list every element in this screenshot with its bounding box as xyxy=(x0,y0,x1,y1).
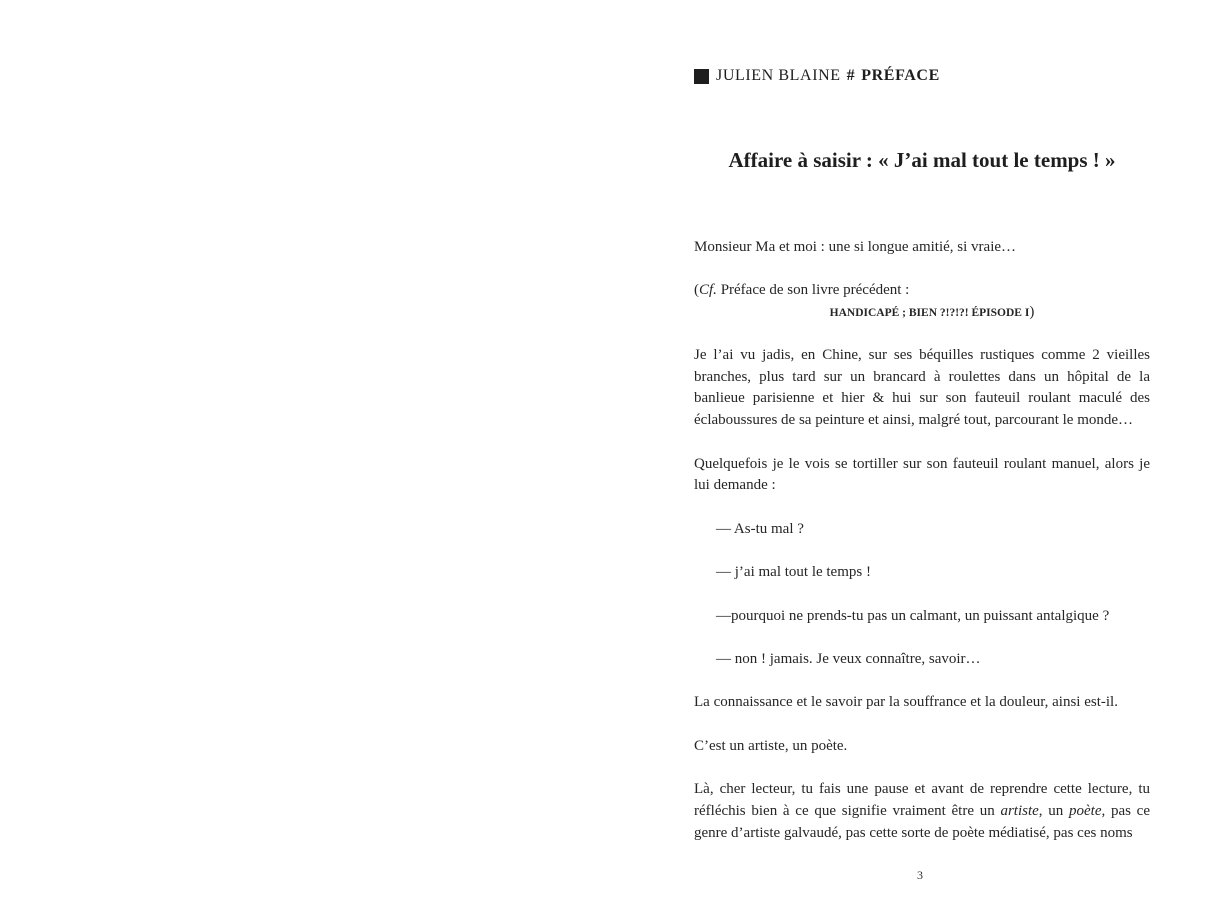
page-number: 3 xyxy=(917,868,923,882)
paragraph-1: Monsieur Ma et moi : une si longue amitié, si vraie… xyxy=(694,239,1017,255)
right-page xyxy=(607,0,1214,913)
running-head-section: PRÉFACE xyxy=(861,67,940,84)
chapter-title: Affaire à saisir : « J’ai mal tout le temps ! » xyxy=(728,148,1116,172)
paragraph-2 xyxy=(694,280,1150,323)
paragraph-5: La connaissance et le savoir par la souffrance et la douleur, ainsi est-il. xyxy=(694,694,1118,711)
dialogue-line-2: — j’ai mal tout le temps ! xyxy=(716,564,871,581)
paren-close: ) xyxy=(1029,304,1035,321)
p7-part-b: , un xyxy=(1038,802,1069,819)
p7-artiste: artiste xyxy=(1000,802,1039,819)
running-head-author: JULIEN BLAINE xyxy=(716,67,841,84)
running-head xyxy=(694,66,940,86)
p7-part-c: , pas ce genre d’artiste galvaudé, pas cette sorte de poète médiatisé, pas ces noms xyxy=(694,802,1151,841)
previous-book-title: HANDICAPÉ ; BIEN ?!?!?! ÉPISODE I xyxy=(829,307,1030,320)
dialogue-line-1: — As-tu mal ? xyxy=(716,520,804,537)
previous-book-intro: Préface de son livre précédent : xyxy=(716,282,910,299)
paren-open: ( xyxy=(694,282,699,299)
cf-abbrev: Cf. xyxy=(699,282,717,299)
dialogue-line-3: —pourquoi ne prends-tu pas un calmant, un puissant antalgique ? xyxy=(716,607,1110,624)
body-text xyxy=(694,237,1150,866)
running-head-separator: # xyxy=(846,67,856,84)
p7-part-a: Là, cher lecteur, tu fais une pause et avant de reprendre cette lecture, tu réfléchis bien à ce que signifie vraiment être un xyxy=(694,781,1150,819)
paragraph-4: Quelquefois je le vois se tortiller sur son fauteuil roulant manuel, alors je lui demande : xyxy=(694,455,1150,494)
dialogue-line-4: — non ! jamais. Je veux connaître, savoir… xyxy=(716,650,981,667)
square-bullet-icon xyxy=(694,69,709,84)
p7-poete: poète xyxy=(1069,802,1102,819)
paragraph-3: Je l’ai vu jadis, en Chine, sur ses béquilles rustiques comme 2 vieilles branches, plus tard sur un brancard à roulettes dans un hôpital de la banlieue parisienne et hier & hui sur son fauteuil roulant maculé des éclaboussures de sa peinture et ainsi, malgré tout, parcourant le monde… xyxy=(694,346,1150,429)
previous-book-reference xyxy=(714,302,1150,323)
paragraph-7 xyxy=(694,779,1150,844)
paragraph-6: C’est un artiste, un poète. xyxy=(694,737,848,754)
